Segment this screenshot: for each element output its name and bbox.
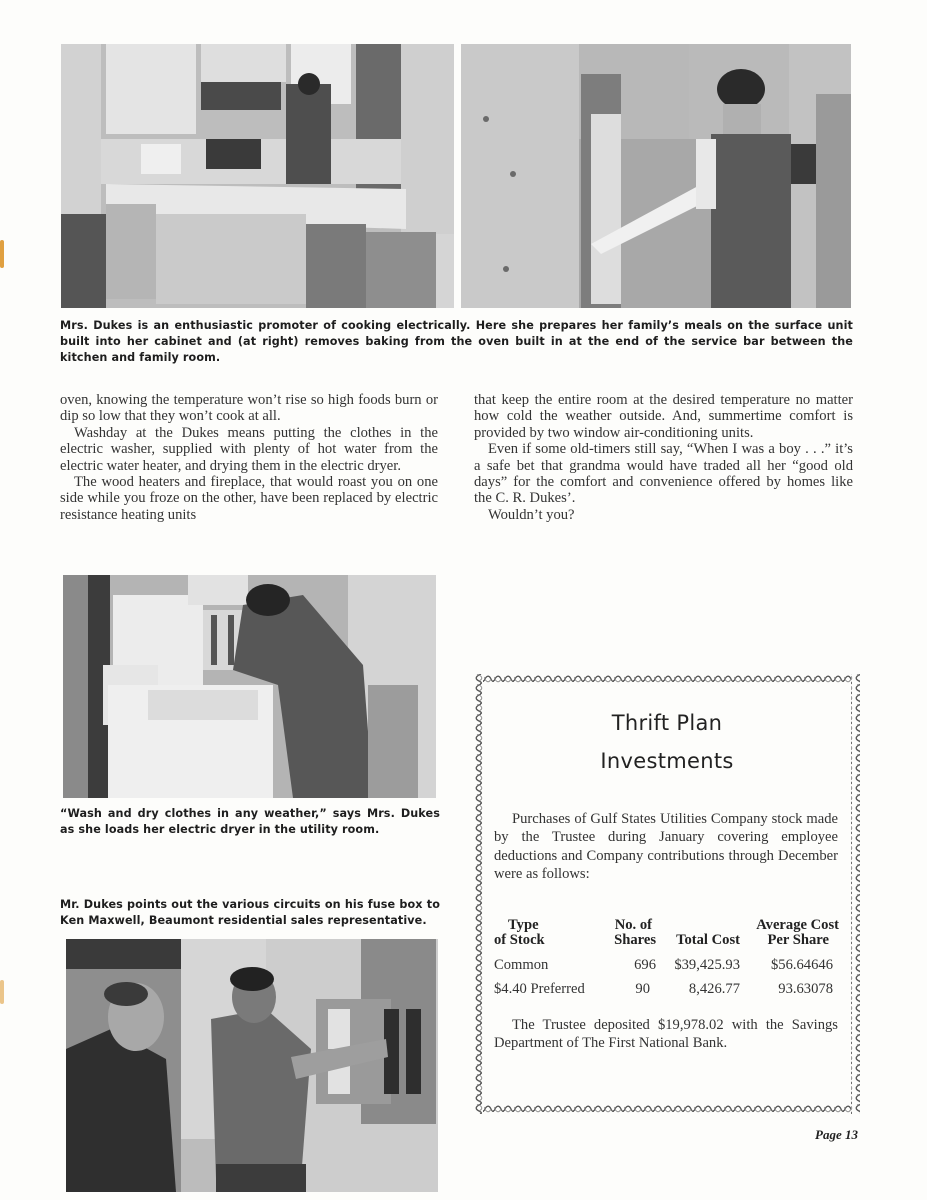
article-paragraph: oven, knowing the temperature won’t rise so high foods burn or dip so low that they won’t cook at all. xyxy=(60,392,438,425)
header-average-cost-per-share: Average Cost Per Share xyxy=(756,917,839,948)
thrift-plan-title-line2: Investments xyxy=(600,749,734,773)
thrift-plan-intro xyxy=(494,810,838,884)
fuse-box-photo-graphic xyxy=(66,939,438,1192)
table-row xyxy=(494,954,839,978)
article-left-column xyxy=(60,392,438,523)
dryer-photo-graphic xyxy=(63,575,436,798)
thrift-plan-title-line1: Thrift Plan xyxy=(611,711,723,735)
cell-total-cost: 8,426.77 xyxy=(688,981,740,997)
edge-scan-mark xyxy=(0,980,4,1004)
thrift-plan-box xyxy=(474,674,860,1114)
kitchen-photo-graphic xyxy=(61,44,454,308)
caption-fuse-box: Mr. Dukes points out the various circuits on his fuse box to Ken Maxwell, Beaumont residential sales representative. xyxy=(60,898,440,927)
cell-type: $4.40 Preferred xyxy=(494,981,585,997)
thrift-plan-closing-text: The Trustee deposited $19,978.02 with the Savings Department of The First National Bank. xyxy=(494,1017,838,1052)
photo-kitchen-oven xyxy=(461,44,851,308)
cell-shares: 90 xyxy=(635,981,650,997)
article-paragraph: that keep the entire room at the desired temperature no matter how cold the weather outside. And, summertime comfort is provided by two window air-conditioning units. xyxy=(474,392,853,441)
caption-dryer: “Wash and dry clothes in any weather,” says Mrs. Dukes as she loads her electric dryer in the utility room. xyxy=(60,807,440,836)
thrift-plan-closing xyxy=(494,1016,838,1053)
photo-utility-room-dryer xyxy=(63,575,436,798)
caption-kitchen: Mrs. Dukes is an enthusiastic promoter of cooking electrically. Here she prepares her family’s meals on the surface unit built into her cabinet and (at right) removes baking from the oven built in at the end of the service bar between the kitchen and family room. xyxy=(60,319,853,364)
header-no-of-shares: No. of Shares xyxy=(614,917,656,948)
photo-fuse-box xyxy=(66,939,438,1192)
page-number: Page 13 xyxy=(815,1127,858,1142)
oven-photo-graphic xyxy=(461,44,851,308)
article-paragraph: Wouldn’t you? xyxy=(488,506,575,523)
cell-avg-cost: $56.64646 xyxy=(770,957,833,973)
article-paragraph: The wood heaters and fireplace, that would roast you on one side while you froze on the other, have been replaced by electric resistance heating units xyxy=(60,474,438,523)
table-header-row xyxy=(494,918,839,954)
header-type-of-stock: Type of Stock xyxy=(494,917,545,948)
article-paragraph: Even if some old-timers still say, “When I was a boy . . .” it’s a safe bet that grandma would have traded all her “good old days” for the comfort and convenience offered by homes like the C. R. Dukes’. xyxy=(474,441,853,507)
article-paragraph: Washday at the Dukes means putting the clothes in the electric washer, supplied with plenty of hot water from the electric water heater, and drying them in the electric dryer. xyxy=(60,424,438,474)
stock-purchase-table xyxy=(494,918,839,1002)
table-row xyxy=(494,978,839,1002)
edge-scan-mark xyxy=(0,240,4,268)
cell-total-cost: $39,425.93 xyxy=(674,957,740,973)
cell-type: Common xyxy=(494,957,549,973)
header-total-cost: Total Cost xyxy=(676,932,740,948)
cell-avg-cost: 93.63078 xyxy=(778,981,833,997)
thrift-plan-intro-text: Purchases of Gulf States Utilities Company stock made by the Trustee during January covering employee deductions and Company contributions through December were as follows: xyxy=(494,811,838,883)
cell-shares: 696 xyxy=(634,957,656,973)
article-right-column xyxy=(474,392,853,523)
photo-kitchen-surface-unit xyxy=(61,44,454,308)
